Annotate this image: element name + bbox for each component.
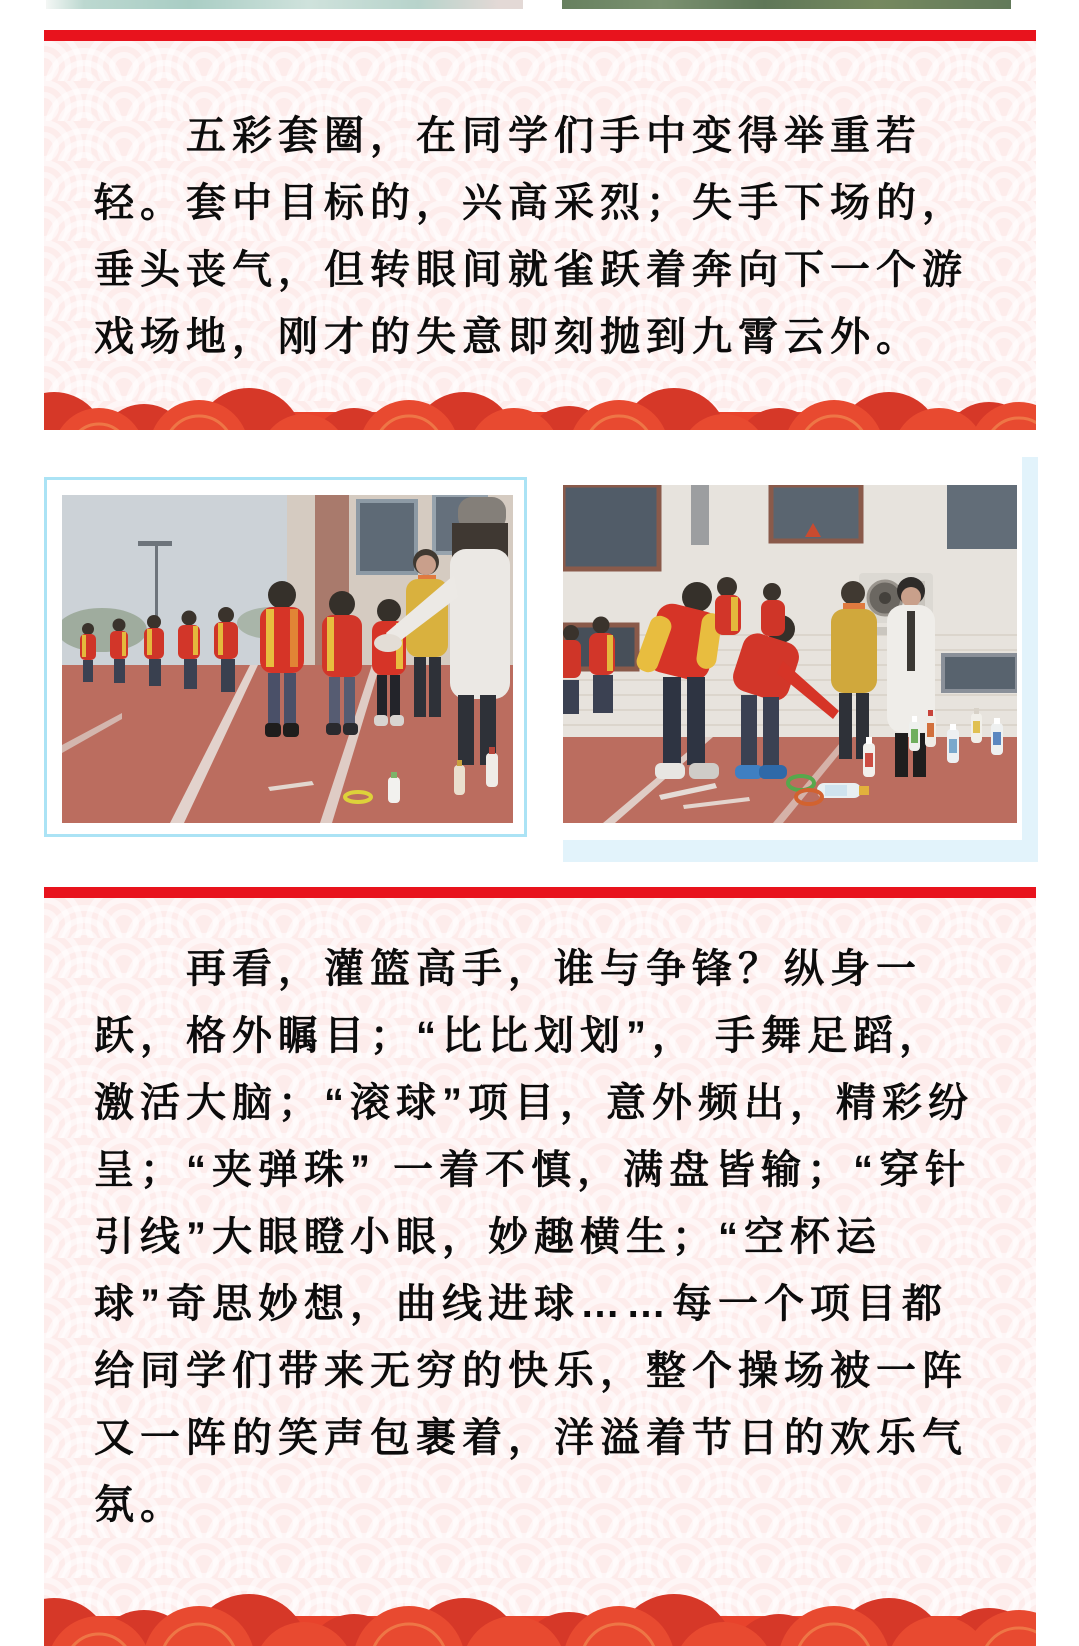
photo-left-frame: [44, 477, 527, 837]
photo-right-accent-strip-horizontal: [563, 840, 1038, 862]
photo-ring-toss-queue[interactable]: [62, 495, 513, 823]
paragraph-games: 再看，灌篮高手，谁与争锋？纵身一跃，格外瞩目；“比比划划”， 手舞足蹈，激活大脑；“滚球”项目，意外频出，精彩纷呈；“夹弹珠” 一着不慎，满盘皆输；“穿针引线”大眼瞪小眼，妙趣横生；“空杯运球”奇思妙想，曲线进球……每一个项目都给同学们带来无穷的快乐，整个操场被一阵又一阵的笑声包裹着，洋溢着节日的欢乐气氛。: [94, 947, 974, 1527]
cloud-border-bottom: [44, 1560, 1036, 1646]
section1-pink-panel: [44, 41, 1036, 430]
photo-right-accent-strip-vertical: [1022, 457, 1038, 862]
section2-pink-panel: [44, 898, 1036, 1646]
paragraph-ring-toss: 五彩套圈，在同学们手中变得举重若轻。套中目标的，兴高采烈；失手下场的，垂头丧气，但转眼间就雀跃着奔向下一个游戏场地，刚才的失意即刻抛到九霄云外。: [94, 114, 968, 359]
section1-red-rule: [44, 30, 1036, 41]
top-photo-sliver-right: [562, 0, 1011, 9]
cloud-border-section1: [44, 366, 1036, 430]
section2-red-rule: [44, 887, 1036, 898]
top-photo-sliver-left: [46, 0, 523, 9]
photo-ring-toss-bottles[interactable]: [563, 485, 1017, 823]
